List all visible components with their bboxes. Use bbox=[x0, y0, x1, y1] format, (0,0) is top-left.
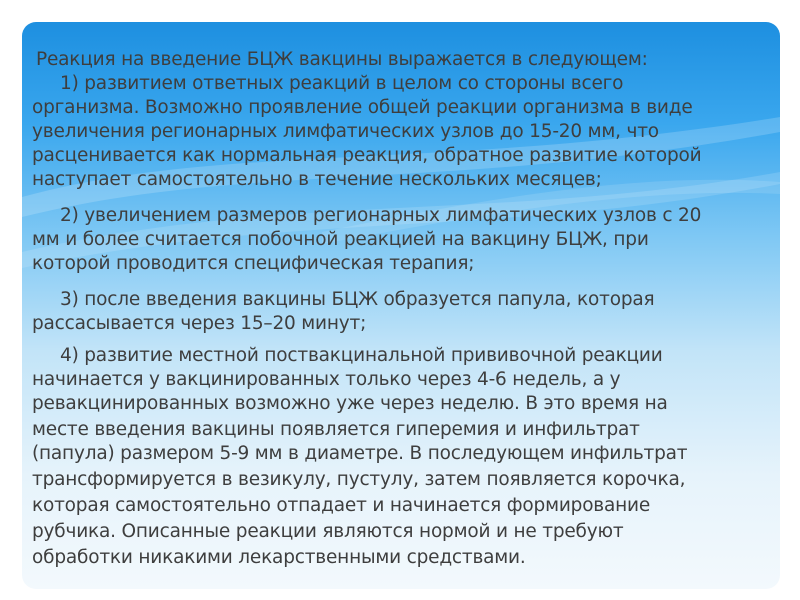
text-line: обработки никакими лекарственными средствами. bbox=[32, 547, 526, 568]
slide-background bbox=[22, 22, 780, 589]
text-line: организма. Возможно проявление общей реакции организма в виде bbox=[32, 97, 693, 118]
text-line: трансформируется в везикулу, пустулу, затем появляется корочка, bbox=[32, 469, 686, 490]
text-line: рубчика. Описанные реакции являются нормой и не требуют bbox=[32, 521, 624, 542]
text-line: 3) после введения вакцины БЦЖ образуется папула, которая bbox=[60, 289, 655, 310]
text-line: ревакцинированных возможно уже через неделю. В это время на bbox=[32, 393, 668, 414]
text-line: которой проводится специфическая терапия; bbox=[32, 253, 475, 274]
text-line: 2) увеличением размеров регионарных лимфатических узлов с 20 bbox=[60, 205, 702, 226]
text-line: наступает самостоятельно в течение нескольких месяцев; bbox=[32, 169, 602, 190]
intro-line: Реакция на введение БЦЖ вакцины выражается в следующем: bbox=[36, 49, 648, 70]
text-line: (папула) размером 5-9 мм в диаметре. В последующем инфильтрат bbox=[32, 443, 688, 464]
text-line: мм и более считается побочной реакцией на вакцину БЦЖ, при bbox=[32, 229, 649, 250]
slide-text bbox=[22, 22, 780, 589]
text-line: которая самостоятельно отпадает и начинается формирование bbox=[32, 495, 651, 516]
text-line: рассасывается через 15–20 минут; bbox=[32, 313, 367, 334]
text-line: 4) развитие местной поствакцинальной прививочной реакции bbox=[60, 345, 663, 366]
text-line: начинается у вакцинированных только через 4-6 недель, а у bbox=[32, 369, 621, 390]
text-line: 1) развитием ответных реакций в целом со стороны всего bbox=[60, 73, 624, 94]
text-line: увеличения регионарных лимфатических узлов до 15-20 мм, что bbox=[32, 121, 659, 142]
text-line: расценивается как нормальная реакция, обратное развитие которой bbox=[32, 145, 702, 166]
text-line: месте введения вакцины появляется гиперемия и инфильтрат bbox=[32, 419, 640, 440]
